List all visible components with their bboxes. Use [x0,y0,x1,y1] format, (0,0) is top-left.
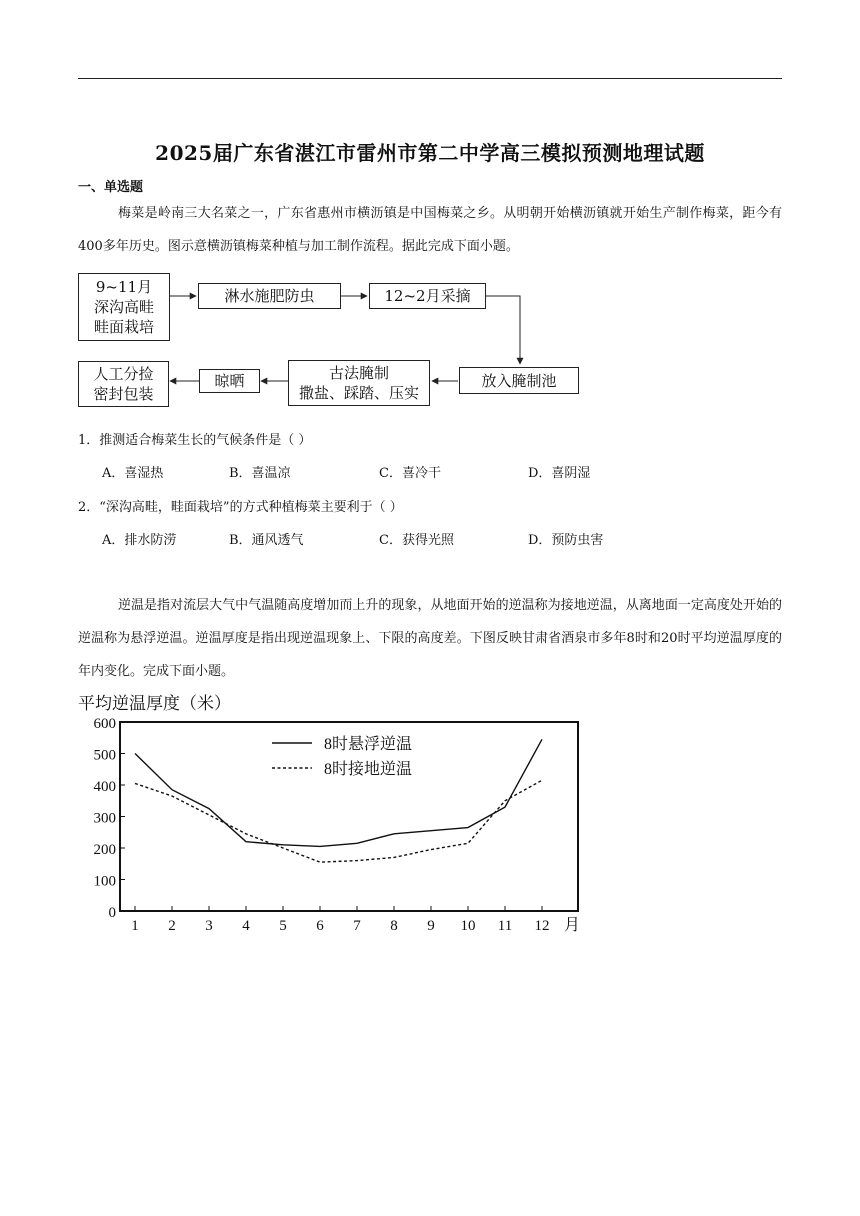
chart-ytick-label: 0 [108,905,116,921]
chart-ytick-label: 200 [93,842,116,858]
chart-xtick-label: 3 [205,918,213,934]
flow-step-pickle-line1: 古法腌制 [328,364,389,382]
question-2-option-c[interactable]: C．获得光照 [379,533,454,548]
question-1-stem: 1．推测适合梅菜生长的气候条件是（ ） [78,433,312,448]
section-heading: 一、单选题 [78,180,144,195]
question-2-option-a[interactable]: A．排水防涝 [102,533,177,548]
chart-xtick-label: 9 [427,918,435,934]
chart-xtick-label: 7 [353,918,361,934]
flow-step-pickle-line2: 撒盐、踩踏、压实 [298,384,419,402]
flow-step-dry-label: 晾晒 [214,372,245,390]
chart-xtick-label: 12 [534,918,550,934]
chart-xtick-label: 2 [168,918,176,934]
passage-1: 梅菜是岭南三大名菜之一，广东省惠州市横沥镇是中国梅菜之乡。从明朝开始横沥镇就开始生产制作梅菜，距今有400多年历史。图示意横沥镇梅菜种植与加工制作流程。据此完成下面小题。 [78,206,782,254]
question-1-option-b[interactable]: B．喜温凉 [229,466,291,481]
flow-step-planting-line1: 9~11月 [95,278,153,296]
chart-xtick-label: 6 [316,918,324,934]
chart-ytick-label: 100 [93,873,116,890]
chart-xtick-label: 11 [497,918,513,934]
chart-ytick-label: 600 [93,716,116,732]
chart-ytick-label: 400 [93,779,116,795]
question-2-option-d[interactable]: D．预防虫害 [528,533,604,548]
chart-xlabel: 月 [564,917,581,934]
chart-legend-label-1: 8时悬浮逆温 [324,736,413,753]
question-1-option-c[interactable]: C．喜冷干 [379,466,441,481]
question-1-option-d[interactable]: D．喜阴湿 [528,466,591,481]
question-1-option-a[interactable]: A．喜湿热 [102,466,164,481]
flow-step-pack-line2: 密封包装 [93,385,154,403]
question-2-option-b[interactable]: B．通风透气 [229,533,304,548]
page-title: 2025届广东省湛江市雷州市第二中学高三模拟预测地理试题 [155,141,705,165]
flow-step-planting-line3: 畦面栽培 [93,318,154,336]
flow-step-pack-line1: 人工分捡 [93,365,154,383]
chart-series-1-line [135,739,542,846]
chart-xtick-label: 8 [390,918,398,934]
chart-legend-label-2: 8时接地逆温 [324,761,413,778]
chart-ytick-label: 300 [93,810,116,827]
passage-2: 逆温是指对流层大气中气温随高度增加而上升的现象，从地面开始的逆温称为接地逆温，从离地面一定高度处开始的逆温称为悬浮逆温。逆温厚度是指出现逆温现象上、下限的高度差。下图反映甘肃省酒泉市多年8时和20时平均逆温厚度的年内变化。完成下面小题。 [78,598,782,679]
chart-ytick-label: 500 [93,747,116,764]
chart-series-2-line [135,780,542,862]
flow-step-pool-label: 放入腌制池 [481,371,557,390]
chart-xtick-label: 10 [460,918,476,934]
question-2-stem: 2．“深沟高畦，畦面栽培”的方式种植梅菜主要利于（ ） [78,500,403,515]
chart-xtick-label: 5 [279,918,287,934]
chart-xtick-label: 4 [242,918,250,934]
chart-ylabel: 平均逆温厚度（米） [78,694,231,713]
flow-step-harvest-label: 12~2月采摘 [384,287,471,305]
flow-step-planting-line2: 深沟高畦 [93,298,154,316]
flow-step-fertilize-label: 淋水施肥防虫 [224,287,315,305]
chart-xtick-label: 1 [131,918,139,934]
